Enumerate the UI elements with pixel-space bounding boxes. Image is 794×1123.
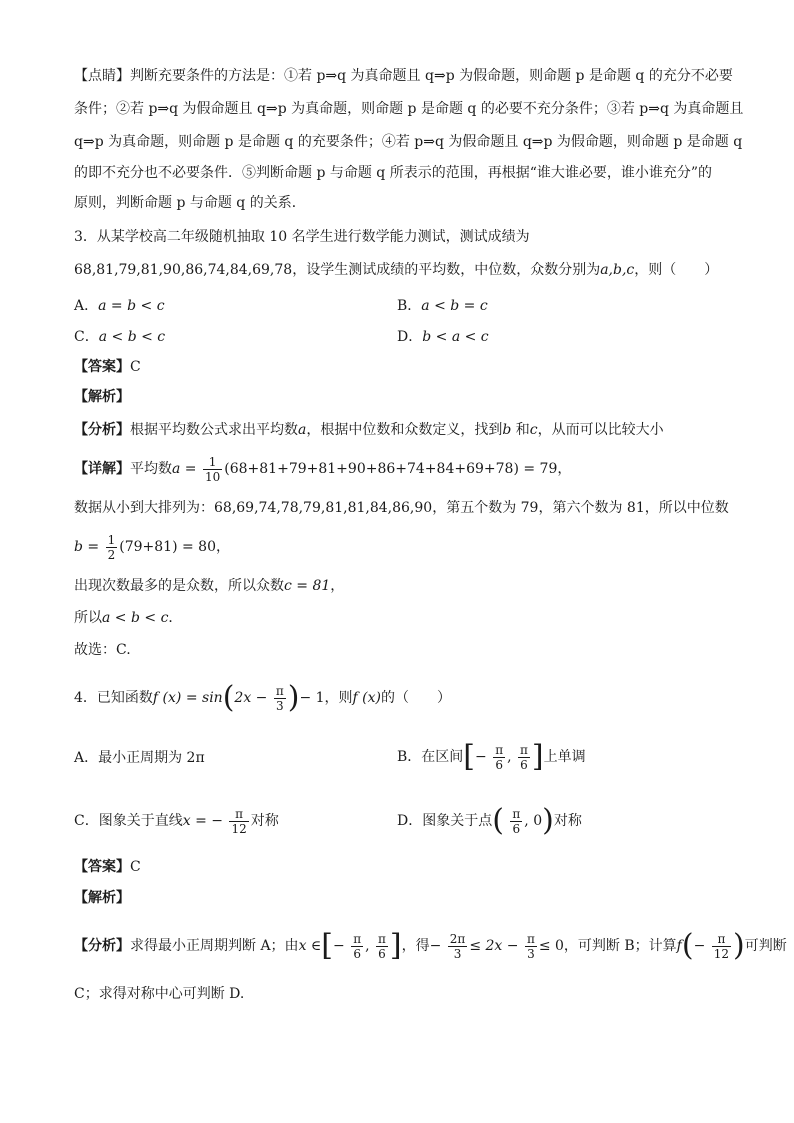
hint-line-2: 条件；②若 p⇒q 为假命题且 q⇒p 为真命题，则命题 p 是命题 q 的必要不充分条件；③若 p⇒q 为真命题且 [74, 101, 744, 117]
q4-option-c: C．图象关于直线x = − $\frac{\pi}{12}$ 对称 [74, 806, 279, 836]
q3-conclusion: 所以a < b < c． [74, 610, 183, 626]
q4-fenxi-continued: C；求得对称中心可判断 D. [74, 986, 245, 1002]
fraction: $\frac{\pi}{12}$ [231, 806, 247, 836]
q3-option-a: A．a = b < c [74, 298, 165, 314]
hint-line-4: 的即不充分也不必要条件．⑤判断命题 p 与命题 q 所表示的范围，再根据“谁大谁必要，谁小谁充分”的 [74, 165, 713, 181]
q3-option-d: D．b < a < c [397, 329, 489, 345]
fraction: $\frac{\pi}{3}$ [526, 931, 535, 961]
fraction: $\frac{\pi}{12}$ [713, 931, 730, 961]
q3-scores: 68,81,79,81,90,86,74,84,69,78 [74, 262, 293, 278]
fraction: $\frac{\pi}{6}$ [512, 806, 521, 836]
q4-option-d: D．图象关于点( $\frac{\pi}{6}$ , 0)对称 [397, 803, 582, 838]
fraction: $\frac{\pi}{6}$ [377, 931, 386, 961]
q3-median: b = $\frac{1}{2}$ (79+81) = 80， [74, 532, 230, 562]
fraction: $\frac{\pi}{6}$ [353, 931, 362, 961]
fraction: $\frac{\pi}{6}$ [520, 742, 528, 772]
fraction: $\frac{2\pi}{3}$ [449, 931, 466, 961]
q4-answer: 【答案】C [74, 859, 141, 875]
q3-stem-line-1: 3．从某学校高二年级随机抽取 10 名学生进行数学能力测试，测试成绩为 [74, 229, 530, 245]
q3-choice: 故选：C. [74, 642, 131, 658]
fraction: $\frac{1}{2}$ [107, 532, 116, 562]
q4-fenxi: 【分析】求得最小正周期判断 A；由x ∈[− $\frac{\pi}{6}$ , $\frac{\pi}{6}$ ]，得− $\frac{2\pi}{3}$ ≤ 2x − $\frac{\pi}{3}$ ≤ 0，可判断 B；计算f(− $\frac{\pi}{12}$ )可判断 [74, 928, 787, 963]
hint-line-1: 【点睛】判断充要条件的方法是：①若 p⇒q 为真命题且 q⇒p 为假命题，则命题 p 是命题 q 的充分不必要 [74, 68, 733, 84]
q3-fenxi: 【分析】根据平均数公式求出平均数a，根据中位数和众数定义，找到b 和c，从而可以比较大小 [74, 422, 664, 438]
q4-analysis-label: 【解析】 [74, 890, 130, 906]
q4-option-a: A．最小正周期为 2π [74, 750, 205, 766]
q3-mode: 出现次数最多的是众数，所以众数c = 81， [74, 578, 345, 594]
hint-line-5: 原则，判断命题 p 与命题 q 的关系． [74, 195, 306, 211]
q3-answer: 【答案】C [74, 359, 141, 375]
fraction: $\frac{\pi}{3}$ [275, 683, 284, 713]
q3-option-b: B．a < b = c [397, 298, 488, 314]
fraction: $\frac{\pi}{6}$ [495, 742, 504, 772]
q3-analysis-label: 【解析】 [74, 389, 130, 405]
q4-stem: 4．已知函数f (x) = sin(2x − $\frac{\pi}{3}$ )− 1，则f (x)的（ ） [74, 680, 451, 715]
fraction: $\frac{1}{10}$ [204, 454, 221, 484]
q3-detail-mean: 【详解】平均数a = $\frac{1}{10}$ (68+81+79+81+90+86+74+84+69+78) = 79， [74, 454, 572, 484]
q4-option-b: B．在区间[− $\frac{\pi}{6}$ , $\frac{\pi}{6}$ ]上单调 [397, 739, 586, 774]
q3-option-c: C．a < b < c [74, 329, 166, 345]
hint-line-3: q⇒p 为真命题，则命题 p 是命题 q 的充要条件；④若 p⇒q 为假命题且 q⇒p 为假命题，则命题 p 是命题 q [74, 134, 743, 150]
q3-sorted-data: 数据从小到大排列为：68,69,74,78,79,81,81,84,86,90，第五个数为 79，第六个数为 81，所以中位数 [74, 500, 729, 516]
q3-stem-line-2: 68,81,79,81,90,86,74,84,69,78，设学生测试成绩的平均数，中位数，众数分别为a,b,c，则（ ） [74, 262, 719, 278]
